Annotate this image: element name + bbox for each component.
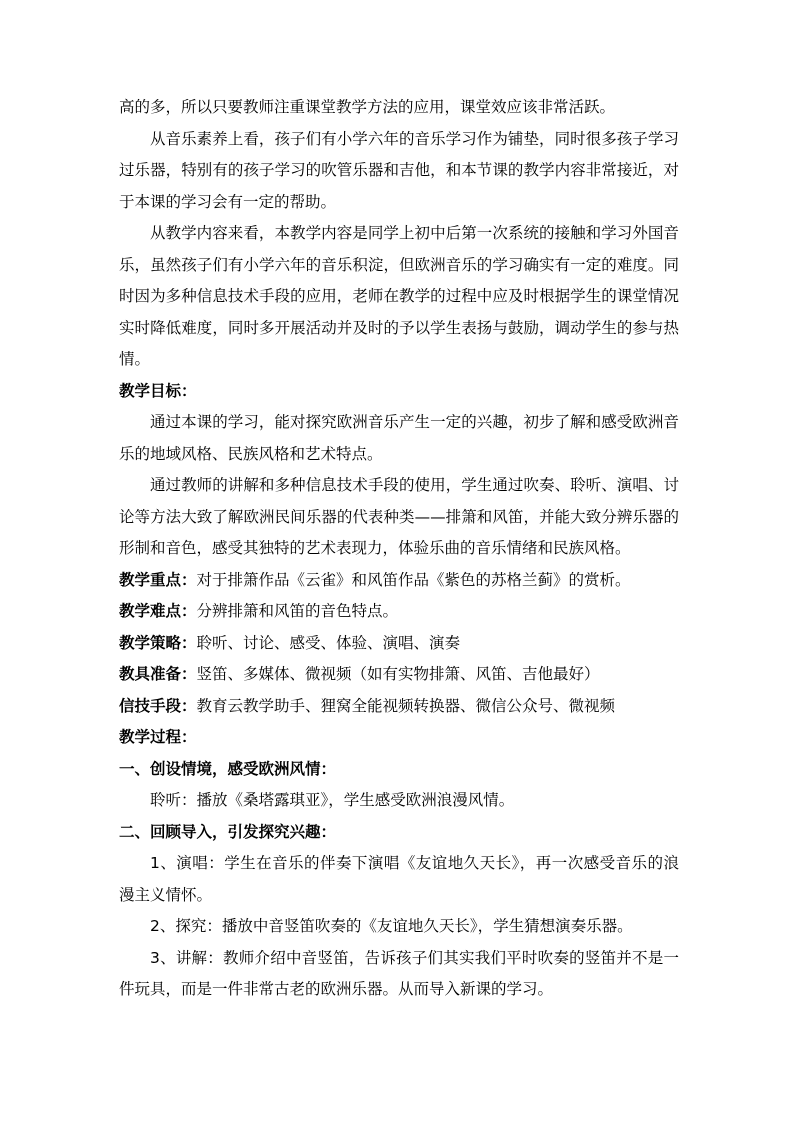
heading-section-2: 二、回顾导入，引发探究兴趣： [119, 822, 337, 841]
label-tech-means: 信技手段： [119, 696, 197, 715]
paragraph-section-1-listen: 聆听：播放《桑塔露琪亚》，学生感受欧洲浪漫风情。 [150, 791, 515, 809]
text-tech-means: 教育云教学助手、狸窝全能视频转换器、微信公众号、微视频 [196, 696, 616, 715]
text-strategies: 聆听、讨论、感受、体验、演唱、演奏 [196, 633, 461, 652]
document-page [119, 92, 679, 1006]
paragraph-goal-2: 通过教师的讲解和多种信息技术手段的使用，学生通过吹奏、聆听、演唱、讨论等方法大致了解欧洲民间乐器的代表种类——排箫和风笛，并能大致分辨乐器的形制和音色，感受其独特的艺术表现力，体验乐曲的音乐情绪和民族风格。 [119, 476, 679, 557]
labeled-tech-means [119, 691, 679, 723]
label-key-points: 教学重点： [119, 570, 197, 589]
paragraph-section-2-step-1: 1、演唱：学生在音乐的伴奏下演唱《友谊地久天长》，再一次感受音乐的浪漫主义情怀。 [119, 854, 679, 904]
labeled-key-points [119, 565, 679, 597]
paragraph-section-2-step-3: 3、讲解：教师介绍中音竖笛，告诉孩子们其实我们平时吹奏的竖笛并不是一件玩具，而是一件非常古老的欧洲乐器。从而导入新课的学习。 [119, 948, 679, 998]
labeled-difficulties [119, 596, 679, 628]
paragraph-intro-continuation: 高的多，所以只要教师注重课堂教学方法的应用，课堂效应该非常活跃。 [119, 98, 616, 116]
paragraph-goal-1: 通过本课的学习，能对探究欧洲音乐产生一定的兴趣，初步了解和感受欧洲音乐的地域风格、民族风格和艺术特点。 [119, 413, 679, 463]
label-strategies: 教学策略： [119, 633, 197, 652]
label-teaching-aids: 教具准备： [119, 665, 197, 683]
paragraph-section-2-step-2: 2、探究：播放中音竖笛吹奏的《友谊地久天长》，学生猜想演奏乐器。 [150, 917, 633, 935]
text-difficulties: 分辨排箫和风笛的音色特点。 [196, 602, 399, 620]
heading-section-1: 一、创设情境，感受欧洲风情： [119, 759, 337, 778]
paragraph-music-literacy: 从音乐素养上看，孩子们有小学六年的音乐学习作为铺垫，同时很多孩子学习过乐器，特别有的孩子学习的吹管乐器和吉他，和本节课的教学内容非常接近，对于本课的学习会有一定的帮助。 [119, 129, 679, 211]
labeled-teaching-aids [119, 659, 679, 691]
heading-teaching-process: 教学过程： [119, 728, 197, 746]
heading-teaching-goals: 教学目标： [119, 381, 197, 400]
text-key-points: 对于排箫作品《云雀》和风笛作品《紫色的苏格兰蓟》的赏析。 [196, 570, 631, 589]
paragraph-teaching-content: 从教学内容来看，本教学内容是同学上初中后第一次系统的接触和学习外国音乐，虽然孩子们有小学六年的音乐积淀，但欧洲音乐的学习确实有一定的难度。同时因为多种信息技术手段的应用，老师在教学的过程中应及时根据学生的课堂情况实时降低难度，同时多开展活动并及时的予以学生表扬与鼓励，调动学生的参与热情。 [119, 224, 679, 368]
text-teaching-aids: 竖笛、多媒体、微视频（如有实物排箫、风笛、吉他最好） [196, 665, 600, 683]
labeled-strategies [119, 628, 679, 660]
label-difficulties: 教学难点： [119, 602, 197, 620]
